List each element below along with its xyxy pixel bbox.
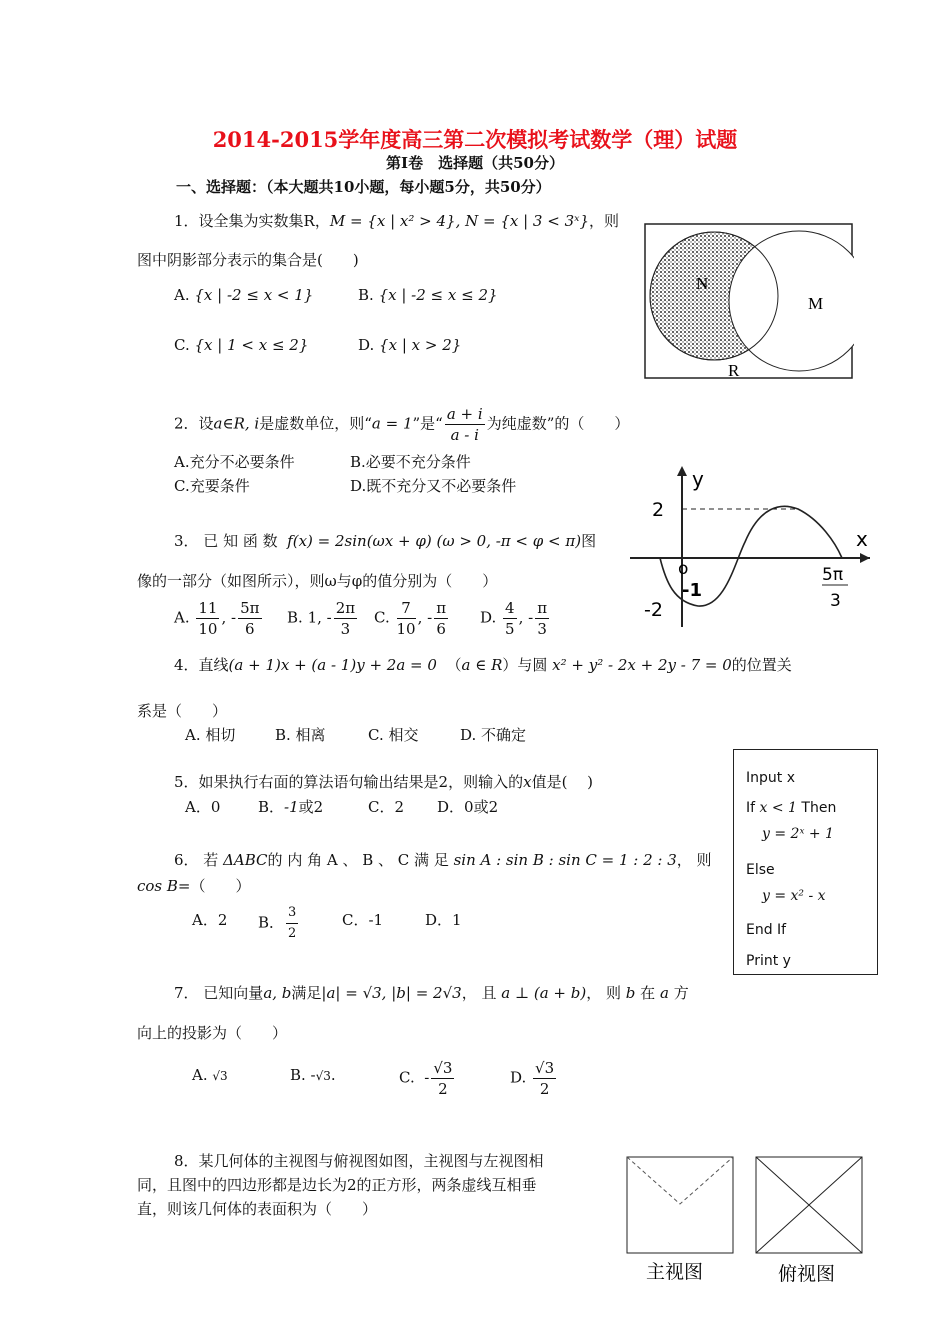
graph-x-label: x <box>856 527 868 551</box>
q1-option-d: D. {x | x > 2} <box>358 336 462 354</box>
venn-label-r: R <box>728 361 740 380</box>
algorithm-box <box>733 749 878 975</box>
q4-option-d: D. 不确定 <box>460 726 527 744</box>
graph-tick-neg1: -1 <box>682 580 702 601</box>
q2-option-b: B.必要不充分条件 <box>350 453 471 471</box>
q5-stem: 5．如果执行右面的算法语句输出结果是2，则输入的x值是( ) <box>174 773 594 791</box>
venn-diagram <box>644 223 854 381</box>
q7-option-b: B. -√3. <box>290 1066 336 1084</box>
q3-option-d: D. $\frac{4}{5}$ , - $\frac{\pi}{3}$ <box>480 599 548 638</box>
q1-option-a: A. {x | -2 ≤ x < 1} <box>174 286 314 304</box>
code-line-endif: End If <box>746 922 787 938</box>
sine-graph <box>630 462 880 632</box>
q7-stem: 7． 已知向量a, b满足|a| = √3, |b| = 2√3， 且 a ⊥ (a + b)， 则 b 在 a 方 <box>174 984 689 1002</box>
q2-option-d: D.既不充分又不必要条件 <box>350 477 517 495</box>
q3-stem-cont: 像的一部分（如图所示），则ω与φ的值分别为（ ） <box>137 572 498 590</box>
q5-option-d: D．0或2 <box>437 798 499 816</box>
q3-option-a: A. $\frac{11}{10}$ , - $\frac{5\pi}{6}$ <box>174 599 260 638</box>
code-line-print: Print y <box>746 953 791 969</box>
code-line-else: Else <box>746 862 775 878</box>
q3-option-b: B. 1, - $\frac{2\pi}{3}$ <box>287 599 356 638</box>
q6-stem: 6． 若 ΔABC的 内 角 A 、 B 、 C 满 足 sin A : sin B : sin C = 1 : 2 : 3， 则 <box>174 851 712 869</box>
q2-option-c: C.充要条件 <box>174 477 250 495</box>
q3-option-c: C. $\frac{7}{10}$ , - $\frac{\pi}{6}$ <box>374 599 447 638</box>
section-heading: 一、选择题：（本大题共10小题，每小题5分，共50分） <box>176 178 551 196</box>
code-line-assign2: y = x² - x <box>762 888 826 904</box>
q4-option-c: C. 相交 <box>368 726 419 744</box>
q6-option-c: C．-1 <box>342 911 384 929</box>
q4-stem-cont: 系是（ ） <box>137 702 228 720</box>
q2-stem: 2．设a∈R, i是虚数单位，则“a = 1”是“ $\frac{a + i}{a - i}$ 为纯虚数”的（ ） <box>174 405 630 444</box>
q8-stem-line2: 同，且图中的四边形都是边长为2的正方形，两条虚线互相垂 <box>137 1176 537 1194</box>
front-view-label: 主视图 <box>646 1261 704 1283</box>
graph-y-label: y <box>692 467 704 491</box>
graph-tick-5pi: 5π <box>822 565 844 585</box>
venn-label-m: M <box>808 294 824 313</box>
three-view-drawing <box>626 1156 866 1286</box>
q7-option-a: A. √3 <box>192 1066 228 1084</box>
q3-stem: 3． 已 知 函 数 f(x) = 2sin(ωx + φ) (ω > 0, -π < φ < π)图 <box>174 532 597 550</box>
graph-tick-neg2: -2 <box>644 599 663 621</box>
q8-stem-line3: 直，则该几何体的表面积为（ ） <box>137 1200 378 1218</box>
q8-stem-line1: 8．某几何体的主视图与俯视图如图，主视图与左视图相 <box>174 1152 544 1170</box>
exam-subtitle: 第Ⅰ卷 选择题（共50分） <box>386 154 564 172</box>
front-view-dashed-lines <box>627 1157 733 1204</box>
q1-option-c: C. {x | 1 < x ≤ 2} <box>174 336 309 354</box>
q6-option-b: B． $\frac{3}{2}$ <box>258 905 297 941</box>
q5-option-a: A．0 <box>185 798 221 816</box>
q6-option-a: A．2 <box>192 911 228 929</box>
graph-origin: o <box>678 559 689 579</box>
q1-stem: 1．设全集为实数集R，M = {x | x² > 4}, N = {x | 3 < 3ˣ}，则 <box>174 212 620 230</box>
q7-option-c: C. - $\frac{√3}{2}$ <box>399 1059 453 1098</box>
graph-tick-3: 3 <box>830 591 841 611</box>
q4-option-a: A. 相切 <box>185 726 236 744</box>
q6-stem-cont: cos B=（ ） <box>137 877 251 895</box>
q5-option-c: C．2 <box>368 798 405 816</box>
q7-option-d: D. $\frac{√3}{2}$ <box>510 1059 555 1098</box>
top-view-label: 俯视图 <box>778 1263 836 1285</box>
q6-option-d: D．1 <box>425 911 462 929</box>
code-line-assign1: y = 2ˣ + 1 <box>762 826 834 842</box>
q4-option-b: B. 相离 <box>275 726 326 744</box>
q4-stem: 4．直线(a + 1)x + (a - 1)y + 2a = 0 （a ∈ R）与圆 x² + y² - 2x + 2y - 7 = 0的位置关 <box>174 656 792 674</box>
q1-option-b: B. {x | -2 ≤ x ≤ 2} <box>358 286 498 304</box>
code-line-if: If x < 1 Then <box>746 800 837 816</box>
q1-stem-cont: 图中阴影部分表示的集合是( ) <box>137 251 359 269</box>
graph-tick-2: 2 <box>652 499 665 521</box>
q7-stem-cont: 向上的投影为（ ） <box>137 1024 288 1042</box>
code-line-input: Input x <box>746 770 795 786</box>
exam-title: 2014-2015学年度高三第二次模拟考试数学（理）试题 <box>212 127 738 152</box>
q5-option-b: B．-1或2 <box>258 798 324 816</box>
venn-label-n: N <box>696 274 709 293</box>
q2-option-a: A.充分不必要条件 <box>174 453 295 471</box>
